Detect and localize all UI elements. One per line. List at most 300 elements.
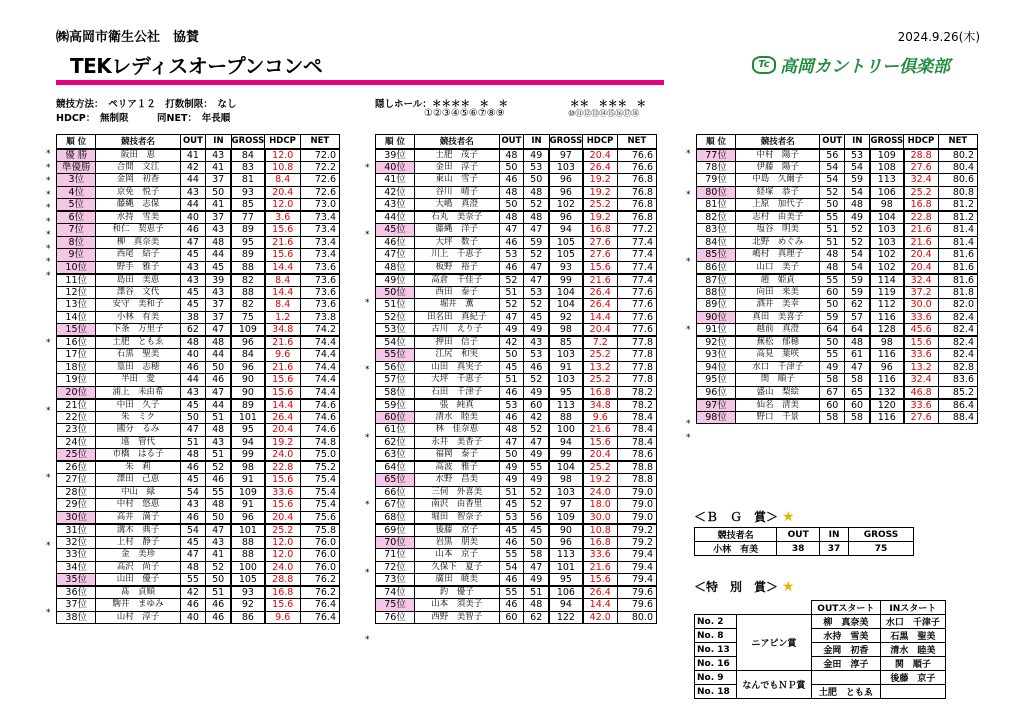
prize-marker: *	[365, 365, 370, 375]
in-score: 53	[524, 161, 549, 174]
hdcp: 14.4	[265, 286, 301, 299]
net-score: 76.8	[617, 174, 656, 187]
hdcp: 15.6	[265, 249, 301, 262]
out-score: 43	[180, 261, 206, 274]
player-name: 島田 美恵	[96, 274, 180, 287]
hdcp: 15.6	[265, 599, 301, 612]
rank-cell: 38位	[57, 611, 96, 624]
in-score: 48	[206, 499, 231, 512]
out-score: 60	[820, 286, 845, 299]
in-score: 45	[524, 311, 549, 324]
player-name: 志村 由美子	[736, 211, 820, 224]
player-name: 張 純真	[415, 399, 500, 412]
out-score: 43	[180, 274, 206, 287]
net-score: 81.8	[938, 286, 977, 299]
gross-score: 97	[549, 499, 583, 512]
hdcp: 8.4	[265, 299, 301, 312]
table-row	[57, 586, 340, 599]
out-score: 67	[820, 386, 845, 399]
out-score: 47	[180, 549, 206, 562]
gross-score: 101	[231, 411, 265, 424]
out-score: 42	[180, 586, 206, 599]
prize-marker: *	[46, 243, 51, 254]
player-name: 下条 万里子	[96, 324, 180, 337]
hdcp: 15.6	[265, 474, 301, 487]
gross-score: 105	[231, 574, 265, 587]
out-score: 40	[180, 211, 206, 224]
out-score: 54	[180, 524, 206, 537]
prize-marker: *	[365, 432, 370, 443]
net-score: 74.6	[300, 399, 339, 412]
table-row	[57, 499, 340, 512]
net-score: 73.4	[300, 224, 339, 237]
net-score: 81.6	[938, 249, 977, 262]
in-score: 43	[524, 336, 549, 349]
hdcp: 21.6	[265, 336, 301, 349]
table-row	[697, 336, 978, 349]
prize-marker: *	[46, 540, 51, 551]
rank-cell: 85位	[697, 249, 736, 262]
hdcp: 32.4	[904, 374, 939, 387]
gross-score: 77	[231, 211, 265, 224]
net-score: 78.8	[617, 461, 656, 474]
player-name: 板野 裕子	[415, 261, 500, 274]
player-name: 遠 管代	[96, 436, 180, 449]
gross-score: 90	[231, 386, 265, 399]
rank-cell: 96位	[697, 386, 736, 399]
gross-score: 88	[231, 549, 265, 562]
in-score: 52	[845, 224, 870, 237]
table-row	[57, 336, 340, 349]
rank-cell: 44位	[376, 211, 415, 224]
special-out-winner: 水持 雪美	[812, 629, 881, 643]
gross-score: 96	[231, 336, 265, 349]
hdcp: 15.6	[583, 436, 618, 449]
net-score: 79.6	[617, 586, 656, 599]
net-score: 75.4	[300, 474, 339, 487]
gross-score: 104	[549, 286, 583, 299]
player-name: 田名田 真紀子	[415, 311, 500, 324]
net-score: 79.4	[617, 549, 656, 562]
player-name: 市橋 はる子	[96, 449, 180, 462]
hdcp: 15.6	[265, 374, 301, 387]
rank-cell: 12位	[57, 286, 96, 299]
table-row	[376, 536, 657, 549]
table-row	[376, 524, 657, 537]
rank-cell: 77位	[697, 149, 736, 162]
column-header: IN	[845, 135, 870, 149]
gross-score: 96	[549, 174, 583, 187]
hdcp: 21.6	[265, 236, 301, 249]
rank-cell: 86位	[697, 261, 736, 274]
player-name: 野口 千景	[736, 411, 820, 424]
net-score: 79.4	[617, 561, 656, 574]
table-header-row	[57, 135, 340, 149]
bg-award-title: ＜Ｂ Ｇ 賞＞ ★	[694, 509, 795, 525]
net-score: 85.2	[938, 386, 977, 399]
gross-score: 97	[549, 149, 583, 162]
out-score: 44	[180, 199, 206, 212]
rank-cell: 22位	[57, 411, 96, 424]
net-score: 73.4	[300, 249, 339, 262]
net-score: 76.8	[617, 199, 656, 212]
gross-score: 93	[231, 586, 265, 599]
hidden-holes-out: ①②③④⑤⑥⑦⑧⑨	[424, 108, 505, 119]
in-score: 59	[845, 174, 870, 187]
gross-score: 88	[231, 261, 265, 274]
net-score: 72.6	[300, 186, 339, 199]
net-score: 76.2	[300, 586, 339, 599]
player-name: 盛山 梨絵	[736, 386, 820, 399]
player-name: 高波 雅子	[415, 461, 500, 474]
in-score: 56	[524, 511, 549, 524]
in-score: 44	[206, 249, 231, 262]
column-header: 競技者名	[415, 135, 500, 149]
rank-cell: 68位	[376, 511, 415, 524]
hdcp: 27.6	[583, 249, 618, 262]
table-row	[697, 386, 978, 399]
in-score: 52	[524, 486, 549, 499]
in-score: 58	[845, 374, 870, 387]
in-score: 48	[845, 199, 870, 212]
hdcp: 15.6	[904, 336, 939, 349]
player-name: 阪田 恵	[96, 149, 180, 162]
in-score: 52	[524, 499, 549, 512]
table-row	[697, 299, 978, 312]
player-name: 朱 莉	[96, 461, 180, 474]
in-score: 55	[206, 486, 231, 499]
player-name: 水口 千津子	[736, 361, 820, 374]
hidden-stars-out: ＊＊＊＊ ＊ ＊	[432, 99, 509, 110]
table-row	[697, 149, 978, 162]
table-row	[376, 374, 657, 387]
out-score: 51	[820, 224, 845, 237]
out-score: 52	[499, 299, 524, 312]
club-logo	[752, 52, 950, 77]
player-name: 中村 陽子	[736, 149, 820, 162]
gross-score: 103	[870, 224, 904, 237]
in-score: 43	[206, 536, 231, 549]
hdcp: 13.2	[904, 361, 939, 374]
rank-cell: 26位	[57, 461, 96, 474]
out-score: 55	[820, 349, 845, 362]
out-score: 62	[180, 324, 206, 337]
rank-cell: 61位	[376, 424, 415, 437]
hdcp: 33.6	[904, 311, 939, 324]
special-out-winner: 金岡 初香	[812, 643, 881, 657]
out-score: 47	[499, 224, 524, 237]
table-row	[697, 361, 978, 374]
column-header: OUT	[180, 135, 206, 149]
net-score: 75.6	[300, 511, 339, 524]
net-score: 77.4	[617, 274, 656, 287]
rank-cell: 92位	[697, 336, 736, 349]
rank-cell: 準優勝	[57, 161, 96, 174]
table-row	[57, 161, 340, 174]
column-header: 競技者名	[736, 135, 820, 149]
rank-cell: 52位	[376, 311, 415, 324]
special-header-out: OUTスタート	[812, 601, 881, 615]
rank-cell: 94位	[697, 361, 736, 374]
prize-marker: *	[686, 432, 691, 443]
out-score: 46	[499, 411, 524, 424]
table-row	[57, 374, 340, 387]
net-score: 77.8	[617, 349, 656, 362]
player-name: 合間 文江	[96, 161, 180, 174]
table-row	[697, 311, 978, 324]
rank-cell: 69位	[376, 524, 415, 537]
in-score: 43	[206, 286, 231, 299]
in-score: 47	[845, 361, 870, 374]
rank-cell: 48位	[376, 261, 415, 274]
table-row	[376, 149, 657, 162]
gross-score: 98	[231, 461, 265, 474]
out-score: 48	[180, 449, 206, 462]
player-name: 髙 貞順	[96, 586, 180, 599]
player-name: 嶋村 真理子	[736, 249, 820, 262]
net-score: 76.6	[617, 161, 656, 174]
rules-line-2: HDCP： 無制限 同NET： 年長順	[56, 113, 231, 124]
rank-cell: 60位	[376, 411, 415, 424]
prize-marker: *	[365, 162, 370, 173]
hdcp: 3.6	[265, 211, 301, 224]
prize-marker: *	[686, 324, 691, 335]
hdcp: 9.6	[265, 349, 301, 362]
rank-cell: 95位	[697, 374, 736, 387]
out-score: 42	[499, 336, 524, 349]
rank-cell: 67位	[376, 499, 415, 512]
rank-cell: 71位	[376, 549, 415, 562]
gross-score: 98	[549, 474, 583, 487]
column-header: 順 位	[376, 135, 415, 149]
rank-cell: 51位	[376, 299, 415, 312]
in-score: 54	[845, 261, 870, 274]
in-score: 37	[206, 211, 231, 224]
hdcp: 26.4	[583, 286, 618, 299]
gross-score: 88	[549, 411, 583, 424]
table-row	[697, 261, 978, 274]
rank-cell: 66位	[376, 486, 415, 499]
player-name: 安守 美和子	[96, 299, 180, 312]
hdcp: 16.8	[583, 224, 618, 237]
out-score: 56	[820, 149, 845, 162]
gross-score: 108	[870, 161, 904, 174]
player-name: 江尻 和実	[415, 349, 500, 362]
net-score: 79.0	[617, 511, 656, 524]
gross-score: 96	[231, 511, 265, 524]
gross-score: 93	[549, 261, 583, 274]
in-score: 46	[206, 374, 231, 387]
out-score: 41	[180, 149, 206, 162]
player-name: 半田 愛	[96, 374, 180, 387]
player-name: 仙名 清美	[736, 399, 820, 412]
player-name: 山本 京子	[415, 549, 500, 562]
rank-cell: 80位	[697, 186, 736, 199]
out-score: 46	[180, 511, 206, 524]
net-score: 74.4	[300, 386, 339, 399]
player-name: 高沢 尚子	[96, 561, 180, 574]
table-row	[57, 249, 340, 262]
in-score: 52	[524, 199, 549, 212]
in-score: 47	[524, 561, 549, 574]
out-score: 55	[499, 549, 524, 562]
out-score: 51	[820, 236, 845, 249]
bg-header-name: 競技者名	[695, 528, 777, 542]
in-score: 59	[845, 286, 870, 299]
column-header: NET	[617, 135, 656, 149]
gross-score: 119	[870, 286, 904, 299]
out-score: 46	[499, 574, 524, 587]
in-score: 48	[524, 211, 549, 224]
table-row	[57, 361, 340, 374]
in-score: 60	[524, 399, 549, 412]
out-score: 46	[180, 224, 206, 237]
hdcp: 14.4	[583, 599, 618, 612]
in-score: 58	[845, 411, 870, 424]
net-score: 73.4	[300, 211, 339, 224]
net-score: 72.0	[300, 149, 339, 162]
table-row	[57, 399, 340, 412]
out-score: 45	[180, 536, 206, 549]
gross-score: 106	[870, 186, 904, 199]
table-row	[376, 174, 657, 187]
rank-cell: 84位	[697, 236, 736, 249]
table-row	[376, 449, 657, 462]
gross-score: 94	[231, 436, 265, 449]
net-score: 83.6	[938, 374, 977, 387]
rank-cell: 74位	[376, 586, 415, 599]
hdcp: 15.6	[265, 499, 301, 512]
in-score: 48	[206, 236, 231, 249]
player-name: 澤谷 文代	[96, 286, 180, 299]
rank-cell: 27位	[57, 474, 96, 487]
gross-score: 109	[549, 511, 583, 524]
out-score: 48	[820, 249, 845, 262]
column-header: GROSS	[870, 135, 904, 149]
in-score: 46	[206, 611, 231, 624]
net-score: 76.6	[617, 149, 656, 162]
hdcp: 33.6	[265, 486, 301, 499]
out-score: 48	[820, 261, 845, 274]
in-score: 49	[524, 574, 549, 587]
out-score: 49	[499, 461, 524, 474]
net-score: 79.4	[617, 574, 656, 587]
out-score: 50	[820, 199, 845, 212]
player-name: 土肥 茂子	[415, 149, 500, 162]
rank-cell: 83位	[697, 224, 736, 237]
net-score: 74.4	[300, 374, 339, 387]
page-title: TEKレディスオープンコンペ	[70, 54, 323, 78]
gross-score: 96	[549, 211, 583, 224]
column-header: 順 位	[697, 135, 736, 149]
hdcp: 37.2	[904, 286, 939, 299]
hdcp: 12.0	[265, 536, 301, 549]
player-name: 蕪松 郁穂	[736, 336, 820, 349]
column-header: 順 位	[57, 135, 96, 149]
gross-score: 96	[549, 536, 583, 549]
prize-marker: *	[46, 203, 51, 213]
player-name: 中田 久子	[96, 399, 180, 412]
table-row	[376, 324, 657, 337]
table-row	[697, 186, 978, 199]
prize-marker: *	[46, 608, 51, 618]
hdcp: 15.6	[583, 261, 618, 274]
gross-score: 88	[231, 536, 265, 549]
in-score: 62	[845, 299, 870, 312]
gross-score: 96	[549, 186, 583, 199]
net-score: 79.6	[617, 599, 656, 612]
hdcp: 32.4	[904, 274, 939, 287]
player-name: 北野 めぐみ	[736, 236, 820, 249]
in-score: 52	[524, 249, 549, 262]
table-row	[57, 299, 340, 312]
gross-score: 83	[231, 161, 265, 174]
net-score: 73.6	[300, 299, 339, 312]
rank-cell: 7位	[57, 224, 96, 237]
rank-cell: 76位	[376, 611, 415, 624]
table-row	[697, 274, 978, 287]
in-score: 48	[845, 336, 870, 349]
gross-score: 105	[549, 236, 583, 249]
in-score: 50	[524, 174, 549, 187]
hdcp: 20.4	[583, 449, 618, 462]
player-name: 堀井 薫	[415, 299, 500, 312]
out-score: 46	[499, 599, 524, 612]
out-score: 47	[180, 424, 206, 437]
out-score: 54	[499, 561, 524, 574]
out-score: 51	[499, 374, 524, 387]
out-score: 48	[499, 149, 524, 162]
rank-cell: 25位	[57, 449, 96, 462]
table-row	[376, 549, 657, 562]
in-score: 61	[845, 349, 870, 362]
out-score: 53	[499, 399, 524, 412]
net-score: 74.6	[300, 424, 339, 437]
hdcp: 8.4	[265, 174, 301, 187]
in-score: 52	[206, 561, 231, 574]
table-row	[57, 511, 340, 524]
net-score: 75.0	[300, 449, 339, 462]
gross-score: 102	[549, 199, 583, 212]
out-score: 51	[180, 436, 206, 449]
results-table-2	[375, 134, 657, 624]
player-name: 関 順子	[736, 374, 820, 387]
player-name: 金 美珍	[96, 549, 180, 562]
net-score: 78.4	[617, 424, 656, 437]
rank-cell: 34位	[57, 561, 96, 574]
in-score: 59	[845, 274, 870, 287]
table-row	[376, 349, 657, 362]
hdcp: 26.4	[583, 586, 618, 599]
gross-score: 91	[231, 499, 265, 512]
gross-score: 116	[870, 349, 904, 362]
gross-score: 95	[549, 574, 583, 587]
table-row	[57, 549, 340, 562]
gross-score: 90	[231, 374, 265, 387]
table-row	[376, 511, 657, 524]
in-score: 37	[206, 311, 231, 324]
in-score: 49	[524, 449, 549, 462]
out-score: 55	[180, 574, 206, 587]
in-score: 65	[845, 386, 870, 399]
gross-score: 92	[231, 599, 265, 612]
in-score: 48	[524, 599, 549, 612]
table-row	[376, 411, 657, 424]
player-name: 中島 久爾子	[736, 174, 820, 187]
net-score: 79.2	[617, 524, 656, 537]
in-score: 47	[206, 386, 231, 399]
event-date: 2024.9.26(木)	[897, 30, 980, 44]
